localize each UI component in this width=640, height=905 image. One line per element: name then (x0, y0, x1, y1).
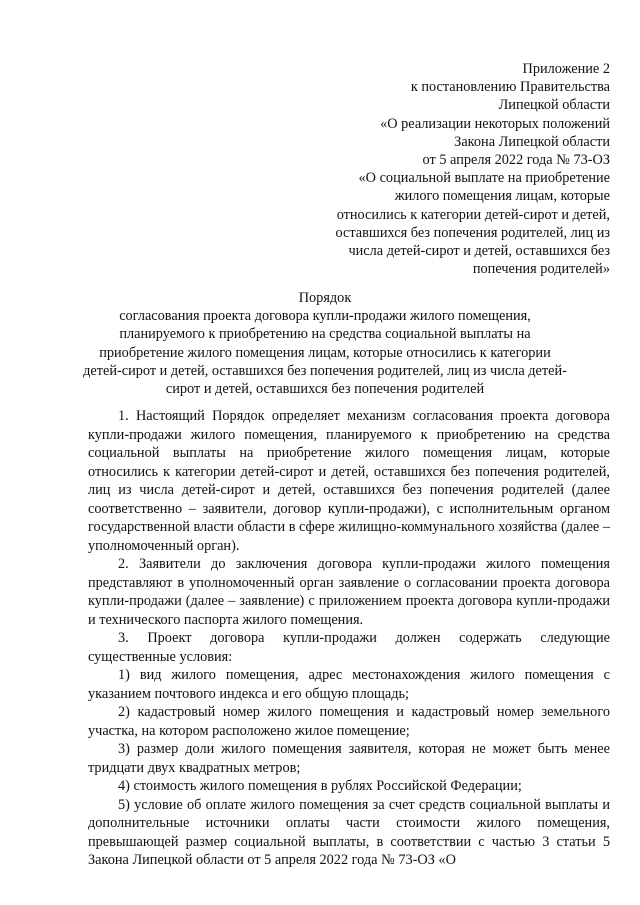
appendix-line: попечения родителей» (472, 261, 610, 278)
title-line: приобретение жилого помещения лицам, которые относились к категории (99, 344, 551, 361)
appendix-line: числа детей-сирот и детей, оставшихся без (348, 243, 610, 260)
title-line: детей-сирот и детей, оставшихся без попечения родителей, лиц из числа детей- (83, 362, 567, 379)
appendix-line: Закона Липецкой области (454, 133, 610, 150)
body-paragraph: 4) стоимость жилого помещения в рублях Российской Федерации; (118, 778, 522, 794)
body-paragraph: 2) кадастровый номер жилого помещения и кадастровый номер земельного участка, на котором расположено жилое помещение; (88, 704, 610, 739)
document-body (88, 407, 610, 870)
appendix-line: Приложение 2 (522, 61, 610, 77)
body-paragraph: 1. Настоящий Порядок определяет механизм согласования проекта договора купли-продажи жилого помещения, планируемого к приобретению на средства социальной выплаты на приобретение жилого помещения лицам, которые относились к категории детей-сирот и детей, оставшихся без попечения родителей, лиц из числа детей-сирот и детей, оставшихся без попечения родителей (далее соответственно – заявители, договор купли-продажи), с исполнительным органом государственной власти области в сфере жилищно-коммунального хозяйства (далее – уполномоченный орган). (88, 408, 611, 554)
appendix-line: «О реализации некоторых положений (380, 115, 610, 132)
appendix-line: жилого помещения лицам, которые (394, 188, 610, 205)
body-paragraph: 5) условие об оплате жилого помещения за счет средств социальной выплаты и дополнительные источники оплаты части стоимости жилого помещения, превышающей размер социальной выплаты, в соответствии с частью 3 статьи 5 Закона Липецкой области от 5 апреля 2022 года № 73-ОЗ «О (88, 796, 610, 868)
appendix-line: Липецкой области (498, 97, 610, 114)
title-line: согласования проекта договора купли-продажи жилого помещения, (119, 308, 531, 325)
document-title (40, 289, 610, 398)
body-paragraph: 3) размер доли жилого помещения заявителя, которая не может быть менее тридцати двух квадратных метров; (88, 741, 610, 776)
appendix-line: от 5 апреля 2022 года № 73-ОЗ (422, 152, 610, 169)
title-heading: Порядок (298, 290, 352, 306)
appendix-line: оставшихся без попечения родителей, лиц из (335, 224, 610, 241)
body-paragraph: 3. Проект договора купли-продажи должен содержать следующие существенные условия: (88, 630, 610, 665)
body-paragraph: 1) вид жилого помещения, адрес местонахождения жилого помещения с указанием почтового индекса и его общую площадь; (88, 667, 610, 702)
title-line: планируемого к приобретению на средства социальной выплаты на (119, 326, 531, 343)
appendix-line: к постановлению Правительства (410, 79, 610, 96)
body-paragraph: 2. Заявители до заключения договора купли-продажи жилого помещения представляют в уполномоченный орган заявление о согласовании проекта договора купли-продажи (далее – заявление) с приложением проекта договора купли-продажи и технического паспорта жилого помещения. (88, 556, 610, 628)
appendix-line: относились к категории детей-сирот и детей, (336, 206, 610, 223)
appendix-line: «О социальной выплате на приобретение (358, 170, 610, 187)
appendix-header (250, 60, 610, 278)
title-line: сирот и детей, оставшихся без попечения родителей (165, 381, 485, 398)
